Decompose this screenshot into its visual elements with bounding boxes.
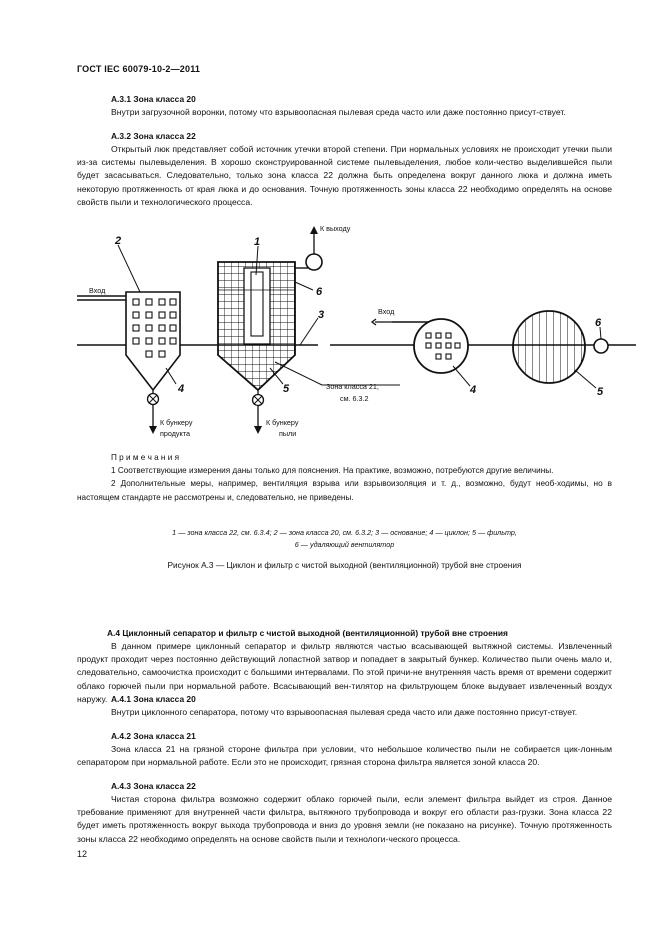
section-a42 <box>77 730 612 769</box>
section-a32-title: А.3.2 Зона класса 22 <box>111 131 196 141</box>
top-view <box>330 311 636 383</box>
note-1: 1 Соответствующие измерения даны только для пояснения. На практике, возможно, потребуются другие величины. <box>111 466 554 476</box>
figure-legend <box>77 527 612 551</box>
figure-notes <box>77 451 612 504</box>
section-a43-title: А.4.3 Зона класса 22 <box>111 781 196 791</box>
section-a32-text: Открытый люк представляет собой источник утечки второй степени. При нормальных условиях не происходит утечки пыли из-за системы пылевыделения. В хорошо сконструированной системе пылевыделения, любое коли-чество выделившейся пыли будет засасываться. Следовательно, только зона класса 22 должна быть определена вокруг данного люка и должна иметь некоторую протяженность от края люка и до основания. Точную протяженность зоны класса 22 необходимо определять на основе свойств пыли и технологического процесса. <box>77 144 612 207</box>
fig-label-inlet: Вход <box>89 286 106 295</box>
fig-label-bunker-product-a: К бункеру <box>160 418 193 427</box>
section-a43 <box>77 780 612 846</box>
fig-label-zone21-a: Зона класса 21, <box>326 382 379 391</box>
fig-label-4: 4 <box>178 383 185 395</box>
legend-line-2: 6 — удаляющий вентилятор <box>294 540 395 549</box>
fig-label-6-top: 6 <box>595 317 602 329</box>
section-a31-text: Внутри загрузочной воронки, потому что взрывоопасная пылевая среда часто или даже постоянно присут-ствует. <box>111 107 566 117</box>
section-a32 <box>77 130 612 209</box>
section-a31 <box>77 93 612 119</box>
fig-label-bunker-dust-a: К бункеру <box>266 418 299 427</box>
page-number: 12 <box>77 849 88 859</box>
fan-top-view <box>594 339 608 353</box>
section-a42-title: А.4.2 Зона класса 21 <box>111 731 196 741</box>
section-a41-text: Внутри циклонного сепаратора, потому что взрывоопасная пылевая среда часто или даже постоянно присут-ствует. <box>111 707 578 717</box>
fig-label-bunker-dust-b: пыли <box>279 429 297 438</box>
fig-label-inlet-top: Вход <box>378 307 395 316</box>
fig-label-bunker-product-b: продукта <box>160 429 190 438</box>
legend-line-1: 1 — зона класса 22, см. 6.3.4; 2 — зона класса 20, см. 6.3.2; 3 — основание; 4 — циклон; 5 — фильтр, <box>172 528 517 537</box>
figure-a3-diagram <box>0 218 661 448</box>
section-a41 <box>77 693 612 719</box>
filter-side-view <box>218 262 308 434</box>
fig-label-5-top: 5 <box>597 386 604 398</box>
section-a41-title: А.4.1 Зона класса 20 <box>111 694 196 704</box>
fig-label-2: 2 <box>115 235 122 247</box>
section-a43-text: Чистая сторона фильтра возможно содержит облако горючей пыли, если элемент фильтра выйдет из строя. Данное требование применяют для внутренней части фильтра, вытяжного трубопровода и вокруг его области раз-грузки. Зона класса 22 будет иметь протяженность вокруг выхода трубопровода и вниз до уровня земли (не показано на рисунке). Точную протяженность зоны класса 22 необходимо определять на основе свойств пыли и технологи-ческого процесса. <box>77 794 612 844</box>
section-a4-title: А.4 Циклонный сепаратор и фильтр с чистой выходной (вентиляционной) трубой вне строения <box>107 628 508 638</box>
section-a42-text: Зона класса 21 на грязной стороне фильтра при условии, что небольшое количество пыли не собирается цик-лонным сепаратором при нормальной работе. Если это не происходит, грязная сторона фильтра является зоной класса 20. <box>77 744 612 768</box>
document-header: ГОСТ IEC 60079-10-2—2011 <box>77 64 201 74</box>
fig-label-4-top: 4 <box>470 384 477 396</box>
section-a4-text: В данном примере циклонный сепаратор и фильтр являются частью всасывающей вытяжной системы. Извлеченный продукт проходит через постоянно действующий лопастной затвор и попадает в закрытый бункер. Количество пыли очень мало и, следовательно, самоочистка происходит с большими интервалами. По этой причи-не внутренняя часть время от времени содержит облако горючей пыли при нормальной работе. Всасывающий вен-тилятор на фильтрующем блоке выдувает извлеченный воздух наружу. <box>77 641 612 704</box>
fig-label-1: 1 <box>254 236 261 248</box>
filter-top-view <box>513 311 585 383</box>
fig-label-zone21-b: см. 6.3.2 <box>340 394 369 403</box>
section-a31-title: А.3.1 Зона класса 20 <box>111 94 196 104</box>
cyclone-side-view <box>77 292 180 434</box>
notes-title: П р и м е ч а н и я <box>111 453 180 462</box>
fig-label-outlet: К выходу <box>320 224 351 233</box>
fig-label-6: 6 <box>316 286 323 298</box>
note-2: 2 Дополнительные меры, например, вентиляция взрыва или взрывоизоляция и т. д., возможно, будут необ-ходимы, но в настоящем стандарте не рассмотрены и, следовательно, не приведены. <box>77 479 612 502</box>
figure-caption: Рисунок А.3 — Циклон и фильтр с чистой выходной (вентиляционной) трубой вне строения <box>167 560 522 570</box>
fig-label-3: 3 <box>318 309 325 321</box>
fig-label-5: 5 <box>283 383 290 395</box>
